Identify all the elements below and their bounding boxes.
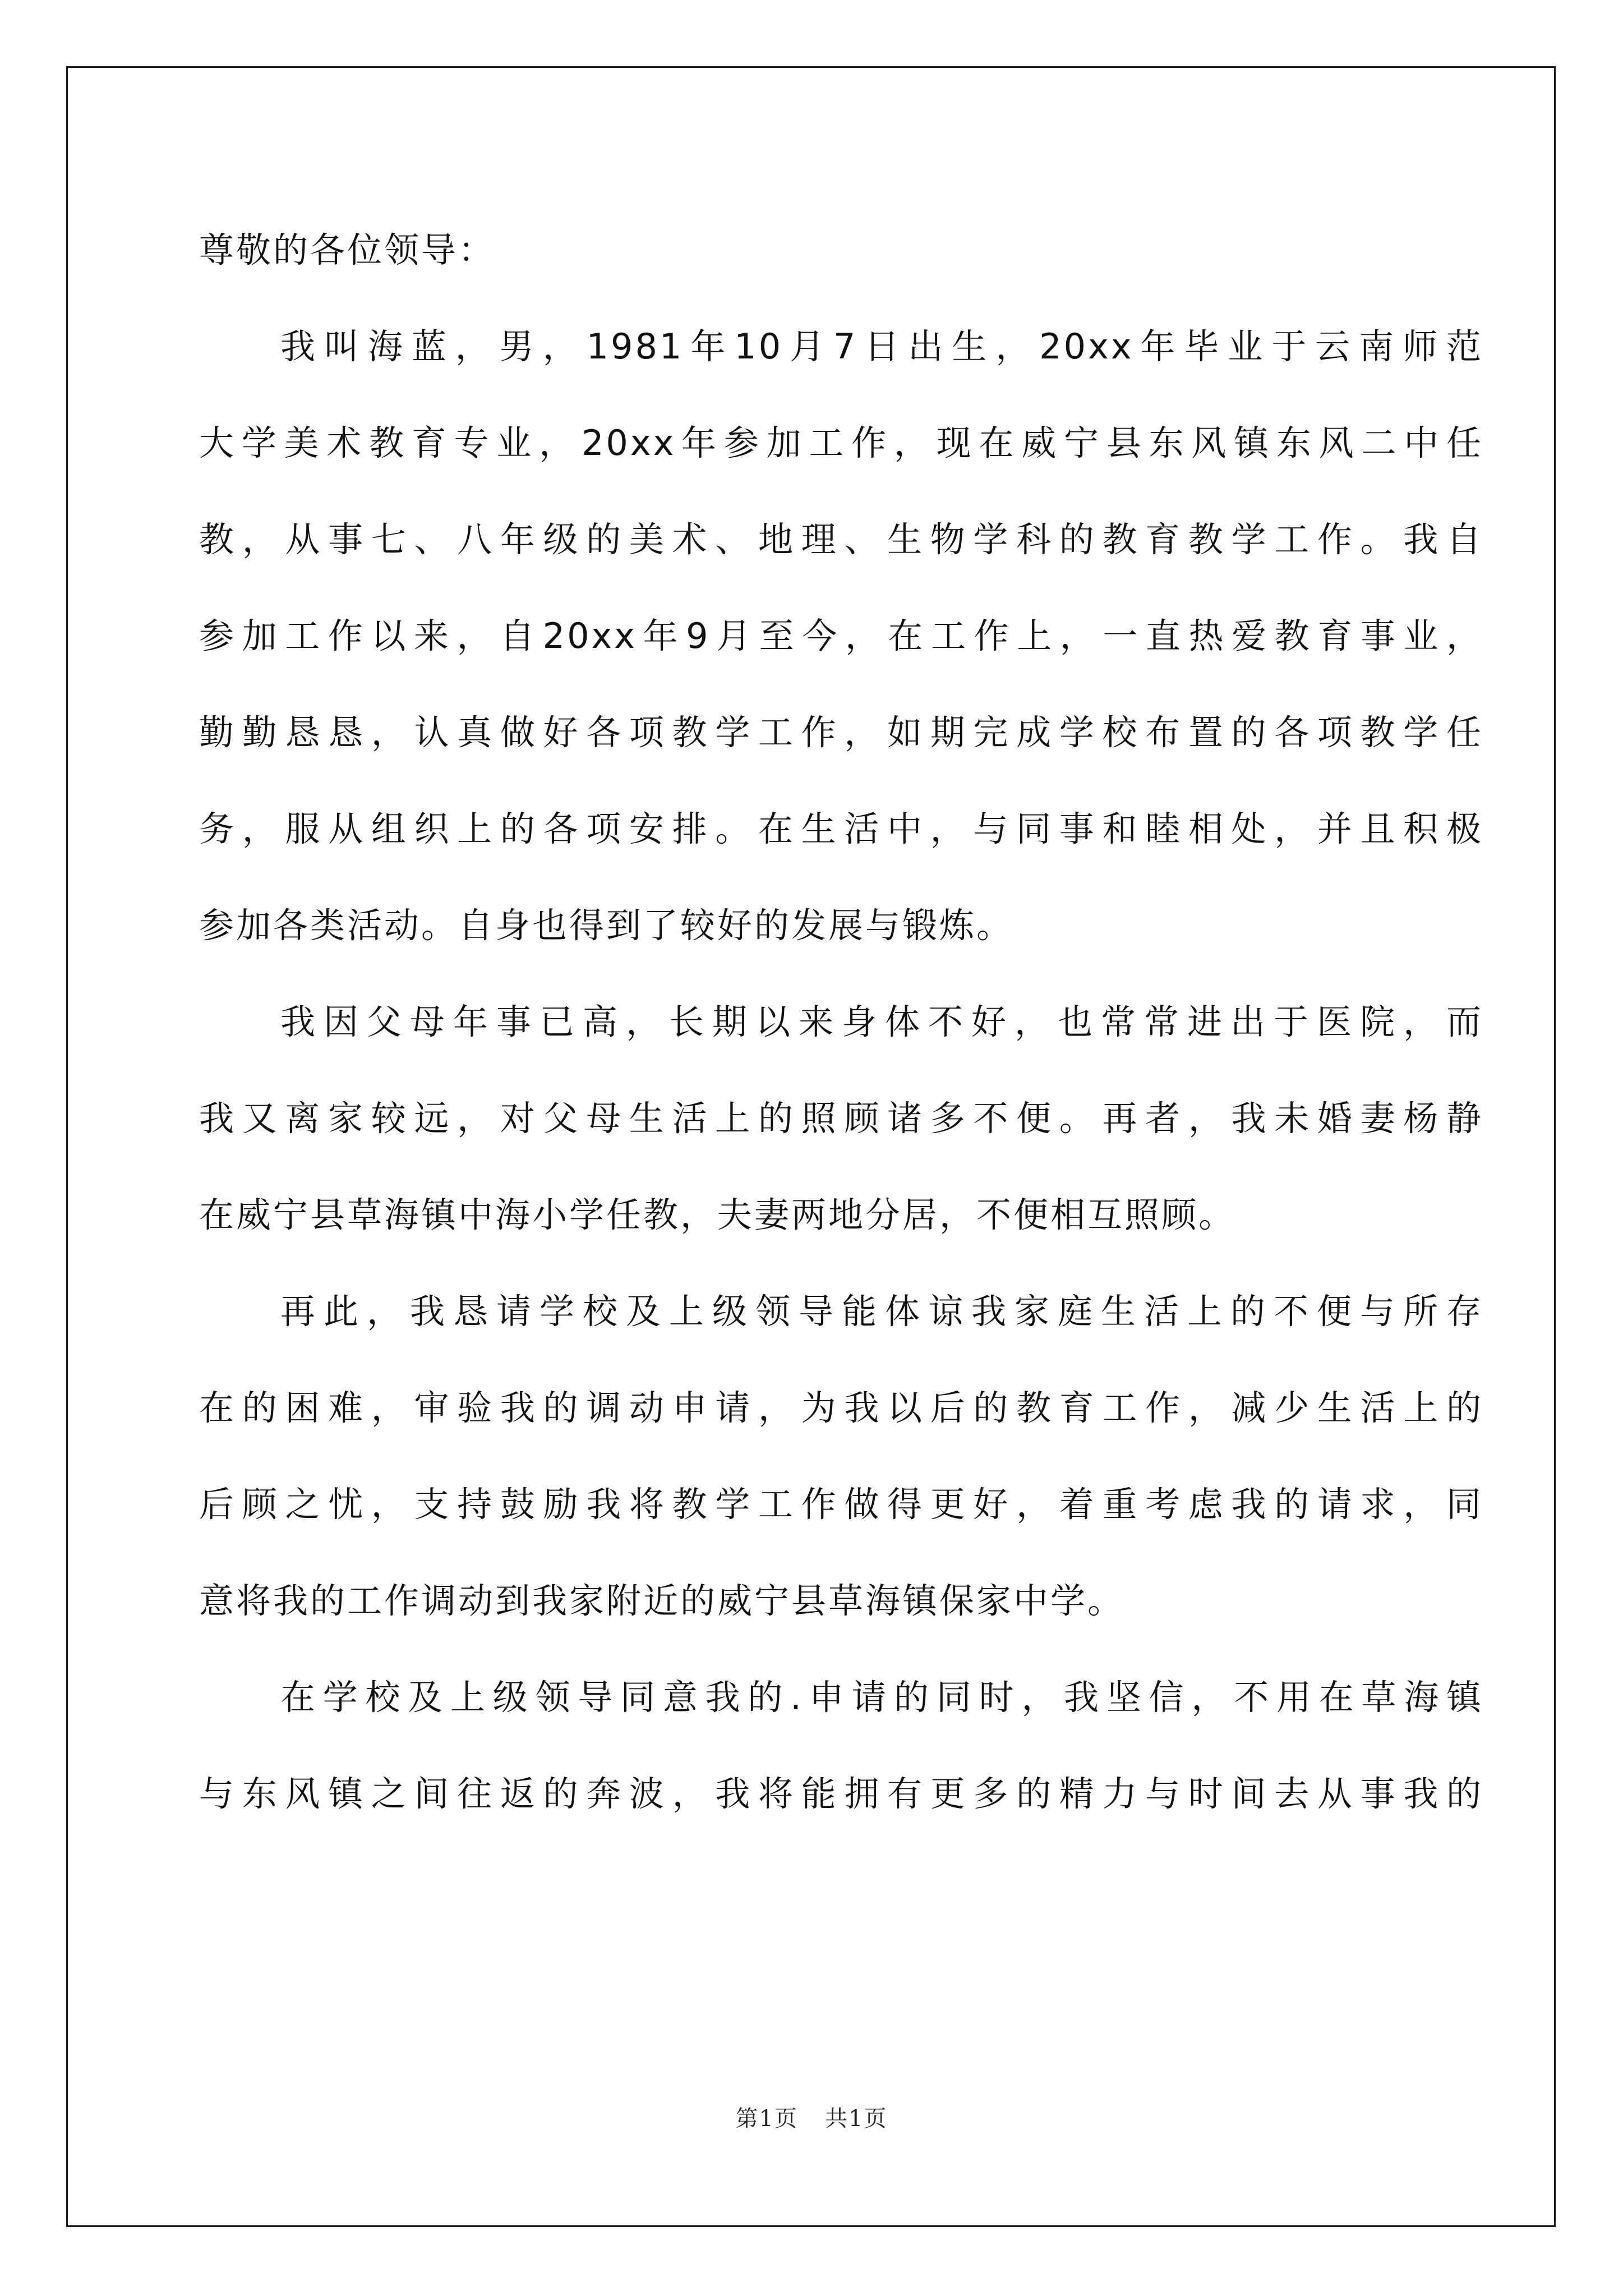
paragraph-line: 与东风镇之间往返的奔波，我将能拥有更多的精力与时间去从事我的 <box>199 1773 1483 1814</box>
paragraph-line: 再此，我恳请学校及上级领导能体谅我家庭生活上的不便与所存 <box>280 1291 1483 1332</box>
paragraph-line: 我又离家较远，对父母生活上的照顾诸多不便。再者，我未婚妻杨静 <box>199 1098 1483 1139</box>
paragraph-line: 务，服从组织上的各项安排。在生活中，与同事和睦相处，并且积极 <box>199 808 1483 849</box>
paragraph-line: 在的困难，审验我的调动申请，为我以后的教育工作，减少生活上的 <box>199 1387 1483 1428</box>
paragraph-line: 教，从事七、八年级的美术、地理、生物学科的教育教学工作。我自 <box>199 519 1483 560</box>
paragraph-line: 勤勤恳恳，认真做好各项教学工作，如期完成学校布置的各项教学任 <box>199 712 1483 753</box>
paragraph-line: 大学美术教育专业，20xx年参加工作，现在威宁县东风镇东风二中任 <box>199 422 1483 463</box>
paragraph-line: 参加工作以来，自20xx年9月至今，在工作上，一直热爱教育事业， <box>199 615 1483 656</box>
document-body <box>199 202 1483 1842</box>
paragraph-line: 参加各类活动。自身也得到了较好的发展与锻炼。 <box>199 905 1014 946</box>
page-number: 第1页 <box>735 2106 798 2132</box>
salutation: 尊敬的各位领导： <box>199 229 496 270</box>
page-total: 共1页 <box>825 2106 888 2132</box>
paragraph-line: 在威宁县草海镇中海小学任教，夫妻两地分居，不便相互照顾。 <box>199 1194 1236 1235</box>
paragraph-line: 我因父母年事已高，长期以来身体不好，也常常进出于医院，而 <box>280 1001 1483 1042</box>
paragraph-line: 意将我的工作调动到我家附近的威宁县草海镇保家中学。 <box>199 1580 1125 1621</box>
page-footer <box>0 2101 1623 2133</box>
paragraph-line: 在学校及上级领导同意我的.申请的同时，我坚信，不用在草海镇 <box>280 1677 1483 1718</box>
paragraph-line: 后顾之忧，支持鼓励我将教学工作做得更好，着重考虑我的请求，同 <box>199 1484 1483 1525</box>
paragraph-line: 我叫海蓝，男，1981年10月7日出生，20xx年毕业于云南师范 <box>280 326 1483 367</box>
